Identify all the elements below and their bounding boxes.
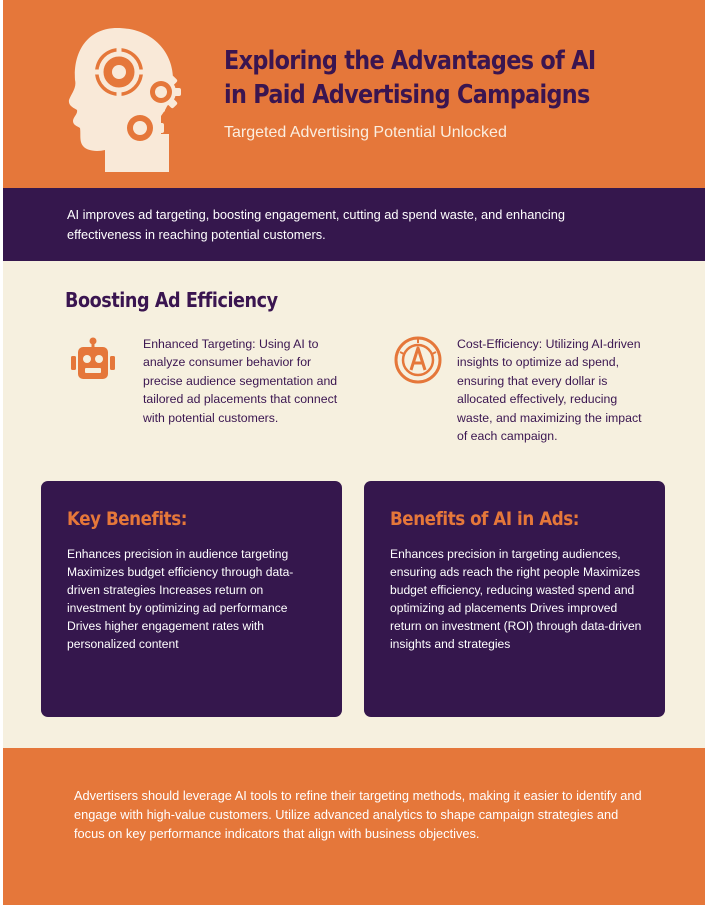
- page-subtitle: Targeted Advertising Potential Unlocked: [224, 124, 507, 141]
- feature-targeting-text: Enhanced Targeting: Using AI to analyze consumer behavior for precise audience segmentation and tailored ad placements that connect with potential customers.: [143, 337, 338, 425]
- intro-text: AI improves ad targeting, boosting engagement, cutting ad spend waste, and enhancing effectiveness in reaching potential customers.: [67, 207, 565, 242]
- footer-text: Advertisers should leverage AI tools to refine their targeting methods, making it easier to identify and engage with high-value customers. Utilize advanced analytics to shape campaign strategies and focus on key performance indicators that align with business objectives.: [74, 788, 642, 841]
- feature-cost-text: Cost-Efficiency: Utilizing AI-driven insights to optimize ad spend, ensuring that every dollar is allocated effectively, reducing waste, and maximizing the impact of each campaign.: [457, 337, 642, 444]
- card-title: Key Benefits:: [67, 508, 187, 530]
- card-text: Enhances precision in audience targeting Maximizes budget efficiency through data-driven strategies Increases return on investment by optimizing ad performance Drives higher engagement rates with personalized content: [67, 547, 294, 651]
- ai-chip-icon: [392, 334, 444, 386]
- robot-icon: [67, 336, 119, 388]
- infographic-page: [3, 0, 705, 905]
- head-gears-icon: [57, 22, 197, 174]
- header-banner: [3, 0, 705, 188]
- ai-benefits-card: [364, 481, 665, 717]
- intro-banner: [3, 188, 705, 261]
- footer-banner: [3, 748, 705, 905]
- key-benefits-card: [41, 481, 342, 717]
- card-title: Benefits of AI in Ads:: [390, 508, 579, 530]
- card-text: Enhances precision in targeting audiences, ensuring ads reach the right people Maximizes budget efficiency, reducing wasted spend and optimizing ad placements Drives improved return on investment (ROI) through data-driven insights and strategies: [390, 547, 642, 651]
- section-title: Boosting Ad Efficiency: [65, 288, 278, 312]
- page-title: Exploring the Advantages of AI in Paid Advertising Campaigns: [224, 46, 596, 110]
